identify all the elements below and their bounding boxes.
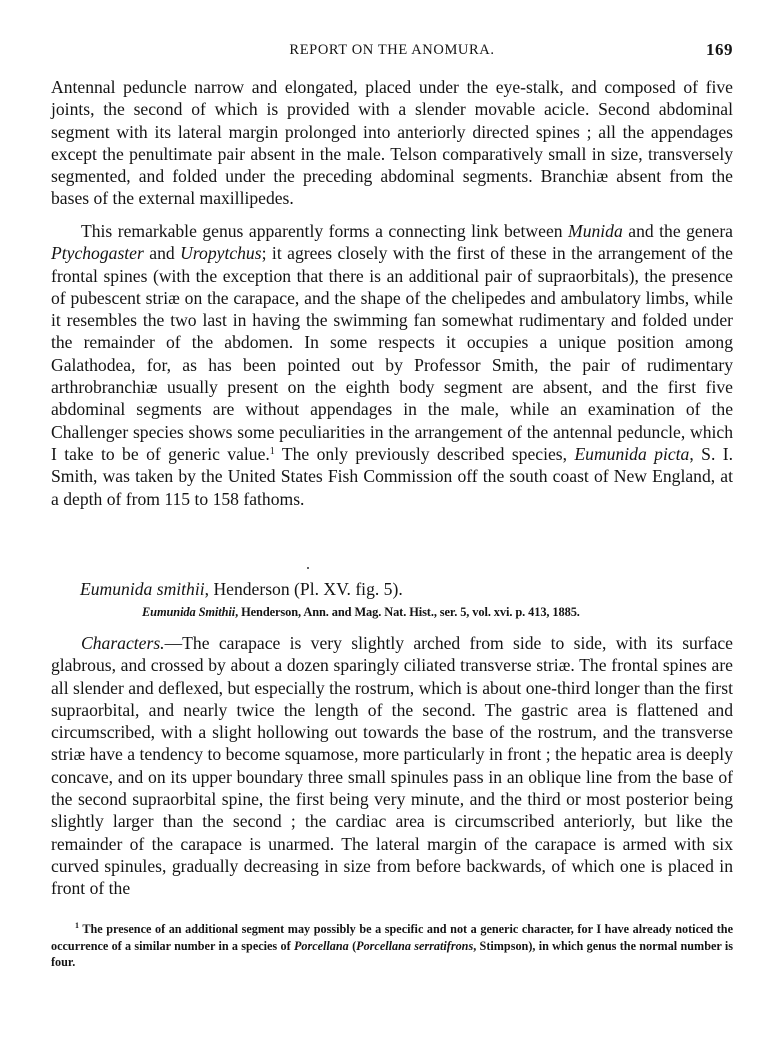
- synonymy-citation: [142, 604, 580, 620]
- text-segment: and the genera: [622, 221, 733, 241]
- text-segment: and: [143, 243, 181, 264]
- characters-paragraph: [51, 632, 733, 900]
- text-segment: The only previously described species,: [274, 443, 575, 464]
- genus-name-uropytchus: Uropytchus: [180, 243, 262, 264]
- print-speck: [307, 567, 309, 569]
- genus-name-porcellana: Porcellana: [293, 938, 349, 953]
- running-header: [51, 42, 733, 62]
- text-segment: ; it agrees closely with the first of these in the arrangement of the frontal spines (with the exception that there is an additional pair of supraorbitals), the presence of pubescent striæ on the carapace, and the shape of the chelipedes and ambulatory limbs, while it resembles the two last in having the swimming fan somewhat rudimentary and folded under the remainder of the abdomen. In some respects it occupies a unique position among Galathodea, for, as has been pointed out by Professor Smith, the pair of rudimentary arthrobranchiæ usually present on the eighth body segment are absent, and the first five abdominal segments are without appendages in the male, while an examination of the Challenger species shows some peculiarities in the arrangement of the antennal peduncle, which I take to be of generic value.: [51, 243, 733, 464]
- text-segment: , S. I. Smith, was taken by the United States Fish Commission off the south coast of New England, at a depth of from 115 to 158 fathoms.: [51, 443, 734, 509]
- species-authority: , Henderson (Pl. XV. fig. 5).: [204, 579, 403, 599]
- footnote-marker: 1: [75, 921, 79, 930]
- characters-label: Characters.: [81, 633, 165, 653]
- text-segment: The presence of an additional segment may possibly be a specific and not a generic character, for I have already noticed the occurrence of a similar number in a species of: [51, 922, 733, 953]
- genus-name-ptychogaster: Ptychogaster: [51, 243, 144, 264]
- text-segment: (: [348, 938, 357, 953]
- footnote-text: [51, 918, 733, 971]
- species-name-eumunida-picta: Eumunida picta: [574, 443, 690, 464]
- text-segment: Antennal peduncle narrow and elongated, placed under the eye-stalk, and composed of five joints, the second of which is provided with a slender movable acicle. Second abdominal segment with its lateral margin prolonged into anteriorly directed spines ; all the appendages except the penultimate pair absent in the male. Telson comparatively small in size, transversely segmented, and folded under the preceding abdominal segments. Branchiæ absent from the bases of the external maxillipedes.: [51, 77, 733, 209]
- species-name: Eumunida smithii: [80, 579, 205, 599]
- running-title: REPORT ON THE ANOMURA.: [289, 42, 495, 58]
- footnote-reference[interactable]: 1: [269, 445, 275, 457]
- genus-discussion-paragraph: [51, 220, 733, 510]
- characters-text: —The carapace is very slightly arched from side to side, with its surface glabrous, and crossed by about a dozen sparingly ciliated transverse striæ. The frontal spines are all slender and deflexed, but especially the rostrum, which is about one-third longer than the first supraorbital, and nearly twice the length of the second. The gastric area is flattened and circumscribed, with a slight hollowing out towards the base of the rostrum, and the transverse striæ have a tendency to become squamose, more particularly in front ; the hepatic area is deeply concave, and on its upper boundary three small spinules pass in an oblique line from the base of the second supraorbital spine, the first being very minute, and the third or most posterior being slightly larger than the second ; the cardiac area is circumscribed anteriorly, but like the remainder of the carapace is unarmed. The lateral margin of the carapace is armed with six curved spinules, gradually decreasing in size from before backwards, of which one is placed in front of the: [51, 633, 733, 899]
- species-name-porcellana-serratifrons: Porcellana serratifrons: [356, 938, 474, 953]
- footnote: [51, 918, 733, 971]
- page-number: 169: [706, 40, 733, 59]
- text-segment: This remarkable genus apparently forms a connecting link between: [81, 221, 569, 241]
- text-segment: , Stimpson), in which genus the normal number is four.: [51, 938, 733, 969]
- synonym-name: Eumunida Smithii: [142, 605, 236, 619]
- paragraph-text: [51, 632, 733, 900]
- citation-text: , Henderson, Ann. and Mag. Nat. Hist., ser. 5, vol. xvi. p. 413, 1885.: [235, 605, 580, 619]
- genus-name-munida: Munida: [568, 221, 623, 241]
- genus-description-paragraph: [51, 76, 733, 210]
- paragraph-text: [51, 76, 733, 210]
- species-heading: [80, 578, 403, 600]
- paragraph-text: [51, 220, 733, 510]
